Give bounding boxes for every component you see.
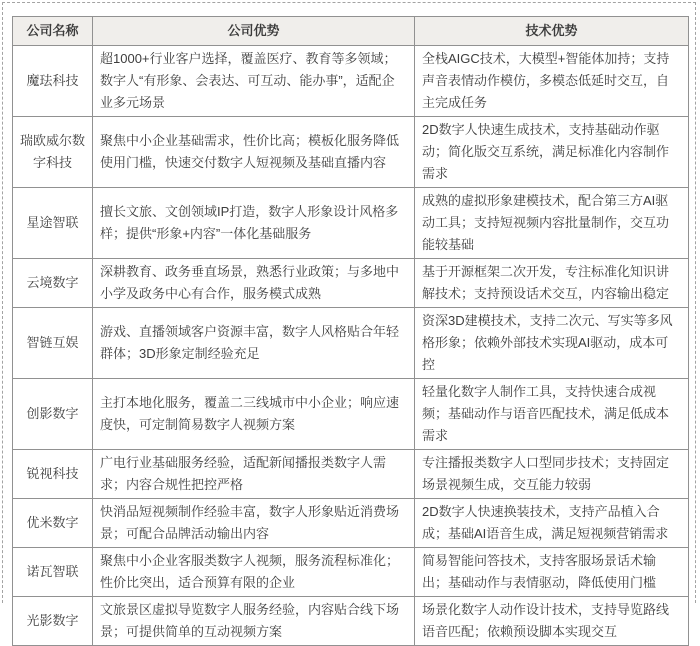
tech-advantage-cell: 专注播报类数字人口型同步技术；支持固定场景视频生成，交互能力较弱 [415,450,689,499]
company-advantage-cell: 快消品短视频制作经验丰富，数字人形象贴近消费场景；可配合品牌活动输出内容 [93,499,415,548]
tech-advantage-cell: 简易智能问答技术，支持客服场景话术输出；基础动作与表情驱动，降低使用门槛 [415,548,689,597]
column-header-tech-advantage: 技术优势 [415,17,689,46]
company-comparison-table [12,16,689,646]
column-header-company-advantage: 公司优势 [93,17,415,46]
company-name-cell: 锐视科技 [13,450,93,499]
company-name-cell: 魔珐科技 [13,46,93,117]
table-row [13,188,689,259]
table-row [13,499,689,548]
company-name-cell: 光影数字 [13,597,93,646]
tech-advantage-cell: 基于开源框架二次开发，专注标准化知识讲解技术；支持预设话术交互，内容输出稳定 [415,259,689,308]
company-name-cell: 智链互娱 [13,308,93,379]
table-row [13,117,689,188]
company-advantage-cell: 主打本地化服务，覆盖二三线城市中小企业；响应速度快，可定制简易数字人视频方案 [93,379,415,450]
column-header-company-name: 公司名称 [13,17,93,46]
company-name-cell: 星途智联 [13,188,93,259]
company-advantage-cell: 深耕教育、政务垂直场景，熟悉行业政策；与多地中小学及政务中心有合作，服务模式成熟 [93,259,415,308]
table-row [13,308,689,379]
company-advantage-cell: 广电行业基础服务经验，适配新闻播报类数字人需求；内容合规性把控严格 [93,450,415,499]
table-row [13,548,689,597]
company-name-cell: 诺瓦智联 [13,548,93,597]
tech-advantage-cell: 轻量化数字人制作工具，支持快速合成视频；基础动作与语音匹配技术，满足低成本需求 [415,379,689,450]
tech-advantage-cell: 资深3D建模技术，支持二次元、写实等多风格形象；依赖外部技术实现AI驱动，成本可控 [415,308,689,379]
table-row [13,46,689,117]
company-name-cell: 云境数字 [13,259,93,308]
tech-advantage-cell: 全栈AIGC技术，大模型+智能体加持；支持声音表情动作模仿，多模态低延时交互，自主完成任务 [415,46,689,117]
table-row [13,259,689,308]
company-advantage-cell: 超1000+行业客户选择，覆盖医疗、教育等多领域；数字人“有形象、会表达、可互动、能办事”，适配企业多元场景 [93,46,415,117]
tech-advantage-cell: 场景化数字人动作设计技术，支持导览路线语音匹配；依赖预设脚本实现交互 [415,597,689,646]
company-advantage-cell: 擅长文旅、文创领域IP打造，数字人形象设计风格多样；提供“形象+内容”一体化基础服务 [93,188,415,259]
tech-advantage-cell: 成熟的虚拟形象建模技术，配合第三方AI驱动工具；支持短视频内容批量制作，交互功能较基础 [415,188,689,259]
table-row [13,450,689,499]
company-advantage-cell: 游戏、直播领域客户资源丰富，数字人风格贴合年轻群体；3D形象定制经验充足 [93,308,415,379]
company-name-cell: 瑞欧威尔数字科技 [13,117,93,188]
table-header-row [13,17,689,46]
tech-advantage-cell: 2D数字人快速换装技术，支持产品植入合成；基础AI语音生成，满足短视频营销需求 [415,499,689,548]
table-row [13,379,689,450]
company-advantage-cell: 文旅景区虚拟导览数字人服务经验，内容贴合线下场景；可提供简单的互动视频方案 [93,597,415,646]
company-name-cell: 创影数字 [13,379,93,450]
table-row [13,597,689,646]
company-name-cell: 优米数字 [13,499,93,548]
tech-advantage-cell: 2D数字人快速生成技术，支持基础动作驱动；简化版交互系统，满足标准化内容制作需求 [415,117,689,188]
company-advantage-cell: 聚焦中小企业客服类数字人视频，服务流程标准化；性价比突出，适合预算有限的企业 [93,548,415,597]
company-advantage-cell: 聚焦中小企业基础需求，性价比高；模板化服务降低使用门槛，快速交付数字人短视频及基础直播内容 [93,117,415,188]
